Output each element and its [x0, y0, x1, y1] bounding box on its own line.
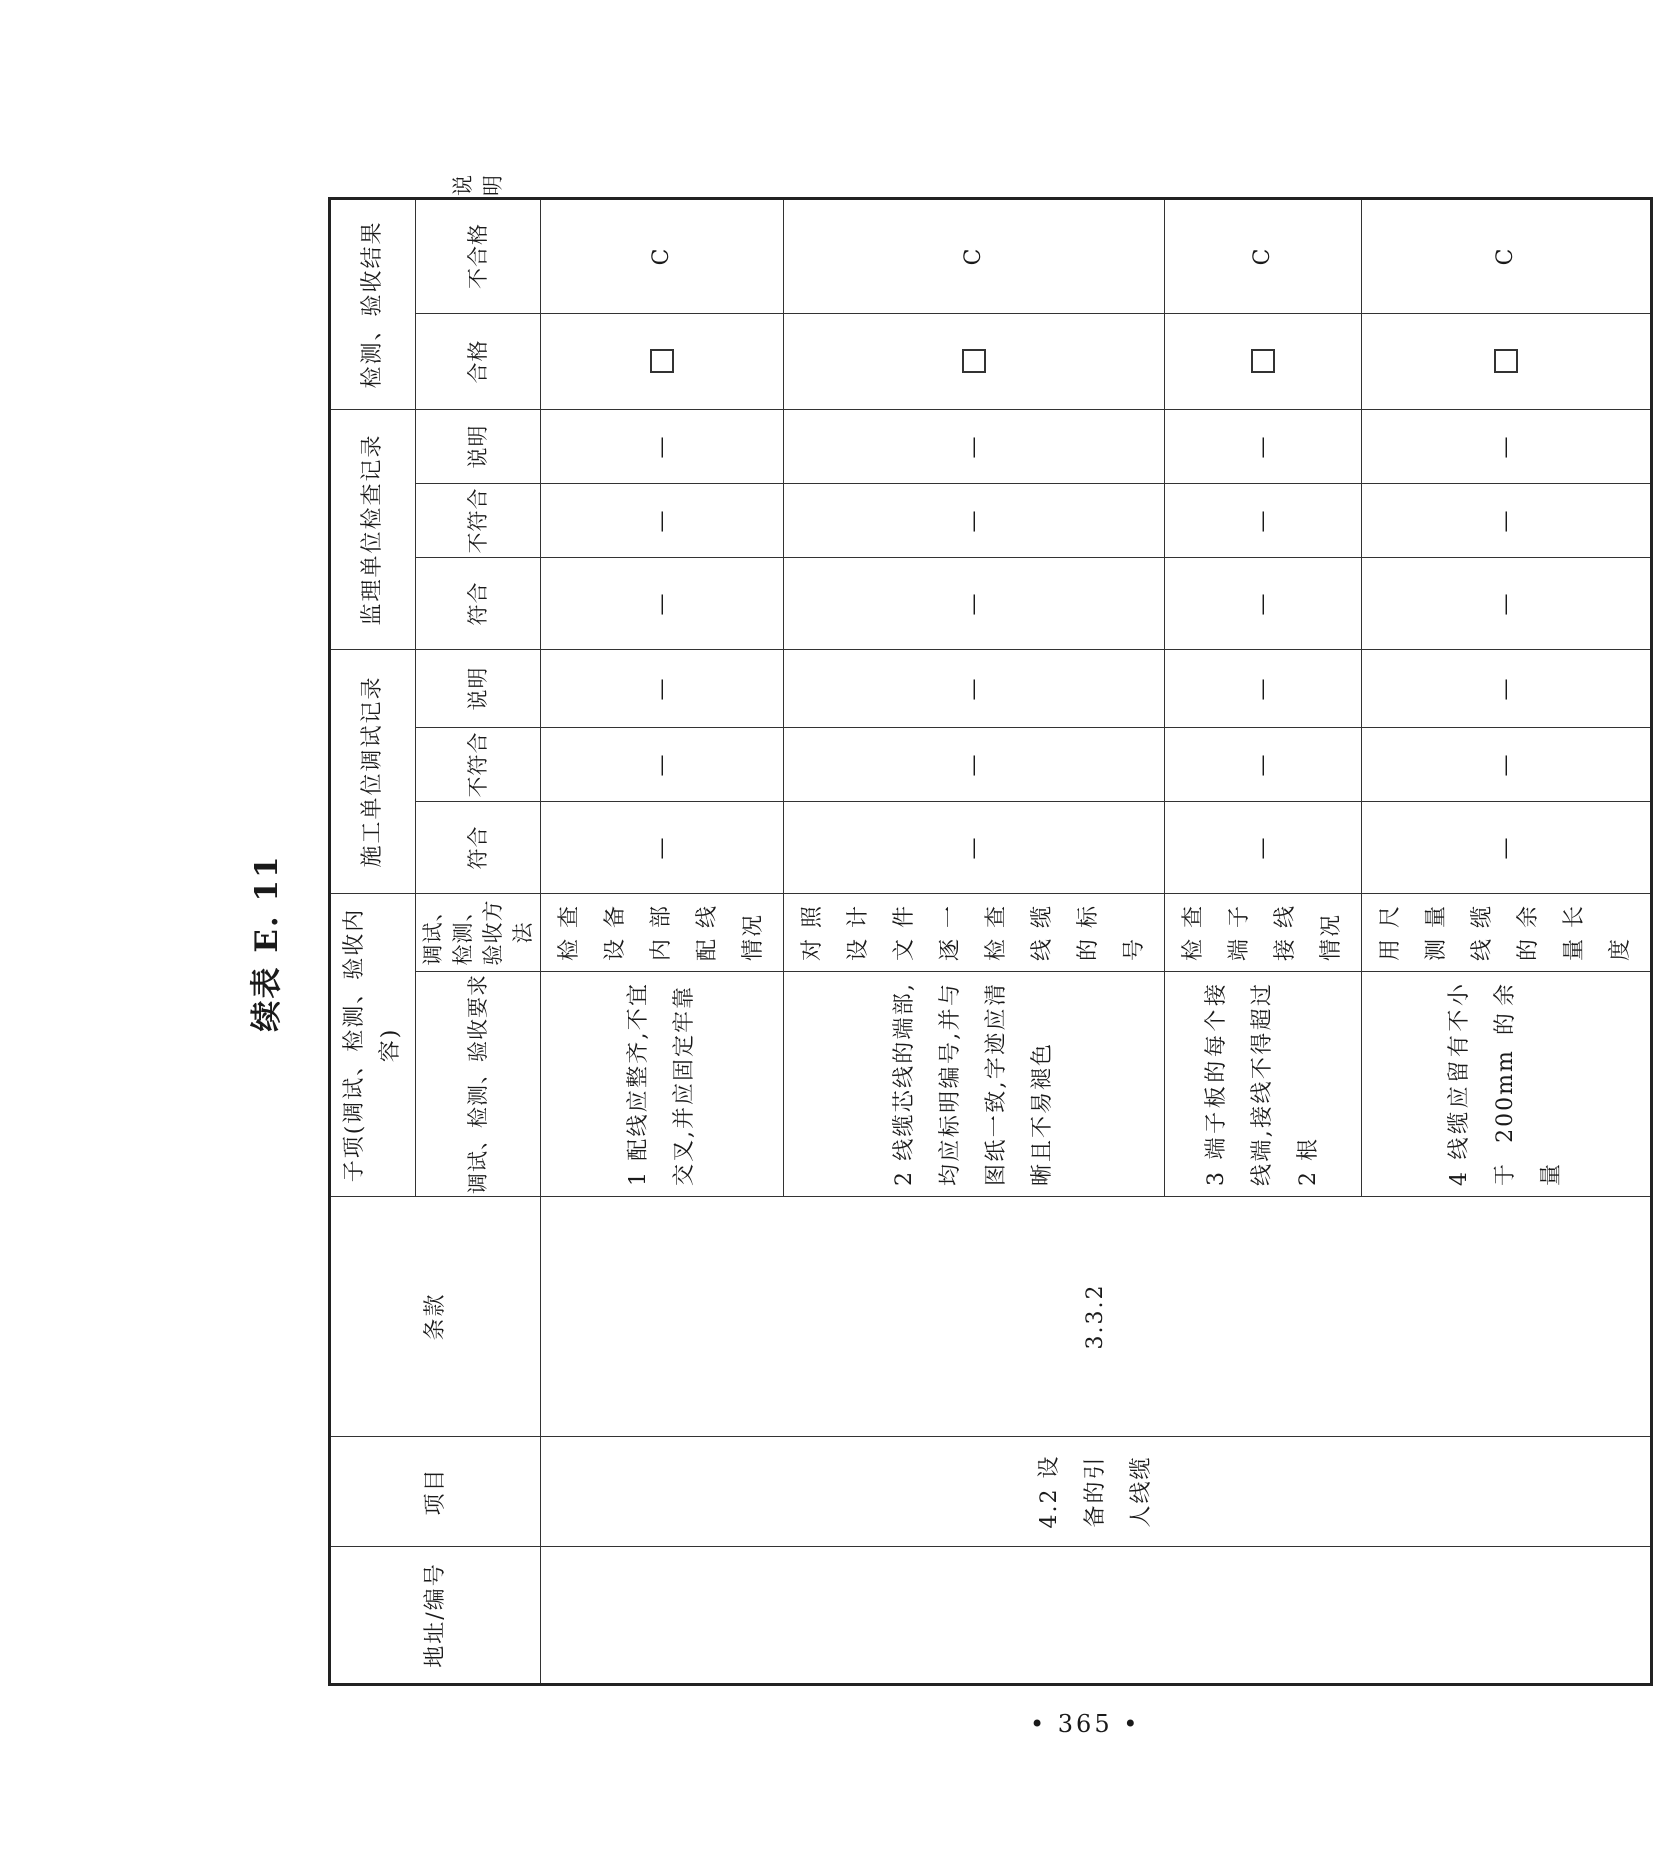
header-construction: 施工单位调试记录	[330, 649, 416, 893]
header-subitem: 子项(调试、检测、验收内容)	[330, 893, 416, 1196]
unqualified-mark: C	[784, 198, 1165, 313]
nonconform-dash: —	[541, 483, 784, 557]
nonconform-dash: —	[784, 483, 1165, 557]
inspection-table: 地址/编号 项目 条款 子项(调试、检测、验收内容) 施工单位调试记录 监理单位检查记录 检测、验收结果 调试、检测、验收要求 调试、检测、验收方法 符合 不符合 说明 符合 不符合 说明 合格 不合格 说明 4.2 设备的引人线缆 3.3.2 1 配线应整齐,不宜交叉,并应固定牢靠 检查设备内部配线情况 — — — — — — C 2 线缆芯线的端部,均应标明编号,并与图纸一致,字迹应清晰且不易褪色 对照设计文件逐一检查线缆的标号 — — — — — — C 3 端子板的每个接线端,接线不得超过 2 根 检查端子接线情况 — — — — — — C 4 线缆应留有不小于 200mm 的余量 用尺测量线缆的余量长度 — — — — — — C	[328, 197, 1653, 1686]
remark-dash: —	[1362, 409, 1652, 483]
header-requirement: 调试、检测、验收要求	[416, 972, 541, 1197]
requirement-cell: 3 端子板的每个接线端,接线不得超过 2 根	[1165, 972, 1362, 1197]
remark-dash: —	[1165, 649, 1362, 727]
clause-cell: 3.3.2	[541, 1197, 1652, 1437]
remark-dash: —	[1362, 649, 1652, 727]
conform-dash: —	[784, 557, 1165, 649]
header-supervision: 监理单位检查记录	[330, 409, 416, 649]
remark-dash: —	[784, 649, 1165, 727]
header-nonconform-construction: 不符合	[416, 727, 541, 801]
nonconform-dash: —	[1362, 727, 1652, 801]
header-remark-supervision: 说明	[416, 409, 541, 483]
conform-dash: —	[1362, 801, 1652, 893]
address-cell	[541, 1547, 1652, 1685]
header-unqualified: 不合格	[416, 198, 541, 313]
header-conform-supervision: 符合	[416, 557, 541, 649]
conform-dash: —	[784, 801, 1165, 893]
header-clause: 条款	[330, 1197, 541, 1437]
requirement-cell: 1 配线应整齐,不宜交叉,并应固定牢靠	[541, 972, 784, 1197]
nonconform-dash: —	[1362, 483, 1652, 557]
unqualified-mark: C	[1165, 198, 1362, 313]
remark-dash: —	[541, 649, 784, 727]
nonconform-dash: —	[1165, 727, 1362, 801]
remark-dash: —	[541, 409, 784, 483]
method-cell: 用尺测量线缆的余量长度	[1362, 893, 1652, 971]
unqualified-mark: C	[1362, 198, 1652, 313]
method-cell: 对照设计文件逐一检查线缆的标号	[784, 893, 1165, 971]
header-conform-construction: 符合	[416, 801, 541, 893]
page-number: • 365 •	[1030, 1710, 1141, 1738]
method-cell: 检查端子接线情况	[1165, 893, 1362, 971]
conform-dash: —	[541, 557, 784, 649]
qualified-checkbox-cell	[1362, 313, 1652, 409]
remark-dash: —	[784, 409, 1165, 483]
header-method: 调试、检测、验收方法	[416, 893, 541, 971]
requirement-cell: 2 线缆芯线的端部,均应标明编号,并与图纸一致,字迹应清晰且不易褪色	[784, 972, 1165, 1197]
checkbox-icon[interactable]	[1251, 349, 1275, 373]
qualified-checkbox-cell	[541, 313, 784, 409]
table-row	[541, 198, 784, 1684]
header-address: 地址/编号	[330, 1547, 541, 1685]
nonconform-dash: —	[541, 727, 784, 801]
conform-dash: —	[1165, 557, 1362, 649]
qualified-checkbox-cell	[784, 313, 1165, 409]
nonconform-dash: —	[1165, 483, 1362, 557]
table-caption: 续表 E. 11	[249, 854, 285, 1032]
unqualified-mark: C	[541, 198, 784, 313]
header-item: 项目	[330, 1437, 541, 1547]
conform-dash: —	[1362, 557, 1652, 649]
conform-dash: —	[1165, 801, 1362, 893]
method-cell: 检查设备内部配线情况	[541, 893, 784, 971]
remark-dash: —	[1165, 409, 1362, 483]
header-inspection: 检测、验收结果	[330, 198, 416, 409]
checkbox-icon[interactable]	[962, 349, 986, 373]
rotated-page	[247, 173, 1633, 1686]
checkbox-icon[interactable]	[650, 349, 674, 373]
requirement-cell: 4 线缆应留有不小于 200mm 的余量	[1362, 972, 1652, 1197]
checkbox-icon[interactable]	[1494, 349, 1518, 373]
qualified-checkbox-cell	[1165, 313, 1362, 409]
conform-dash: —	[541, 801, 784, 893]
nonconform-dash: —	[784, 727, 1165, 801]
header-remark-construction: 说明	[416, 649, 541, 727]
header-qualified: 合格	[416, 313, 541, 409]
item-cell: 4.2 设备的引人线缆	[541, 1437, 1652, 1547]
header-nonconform-supervision: 不符合	[416, 483, 541, 557]
